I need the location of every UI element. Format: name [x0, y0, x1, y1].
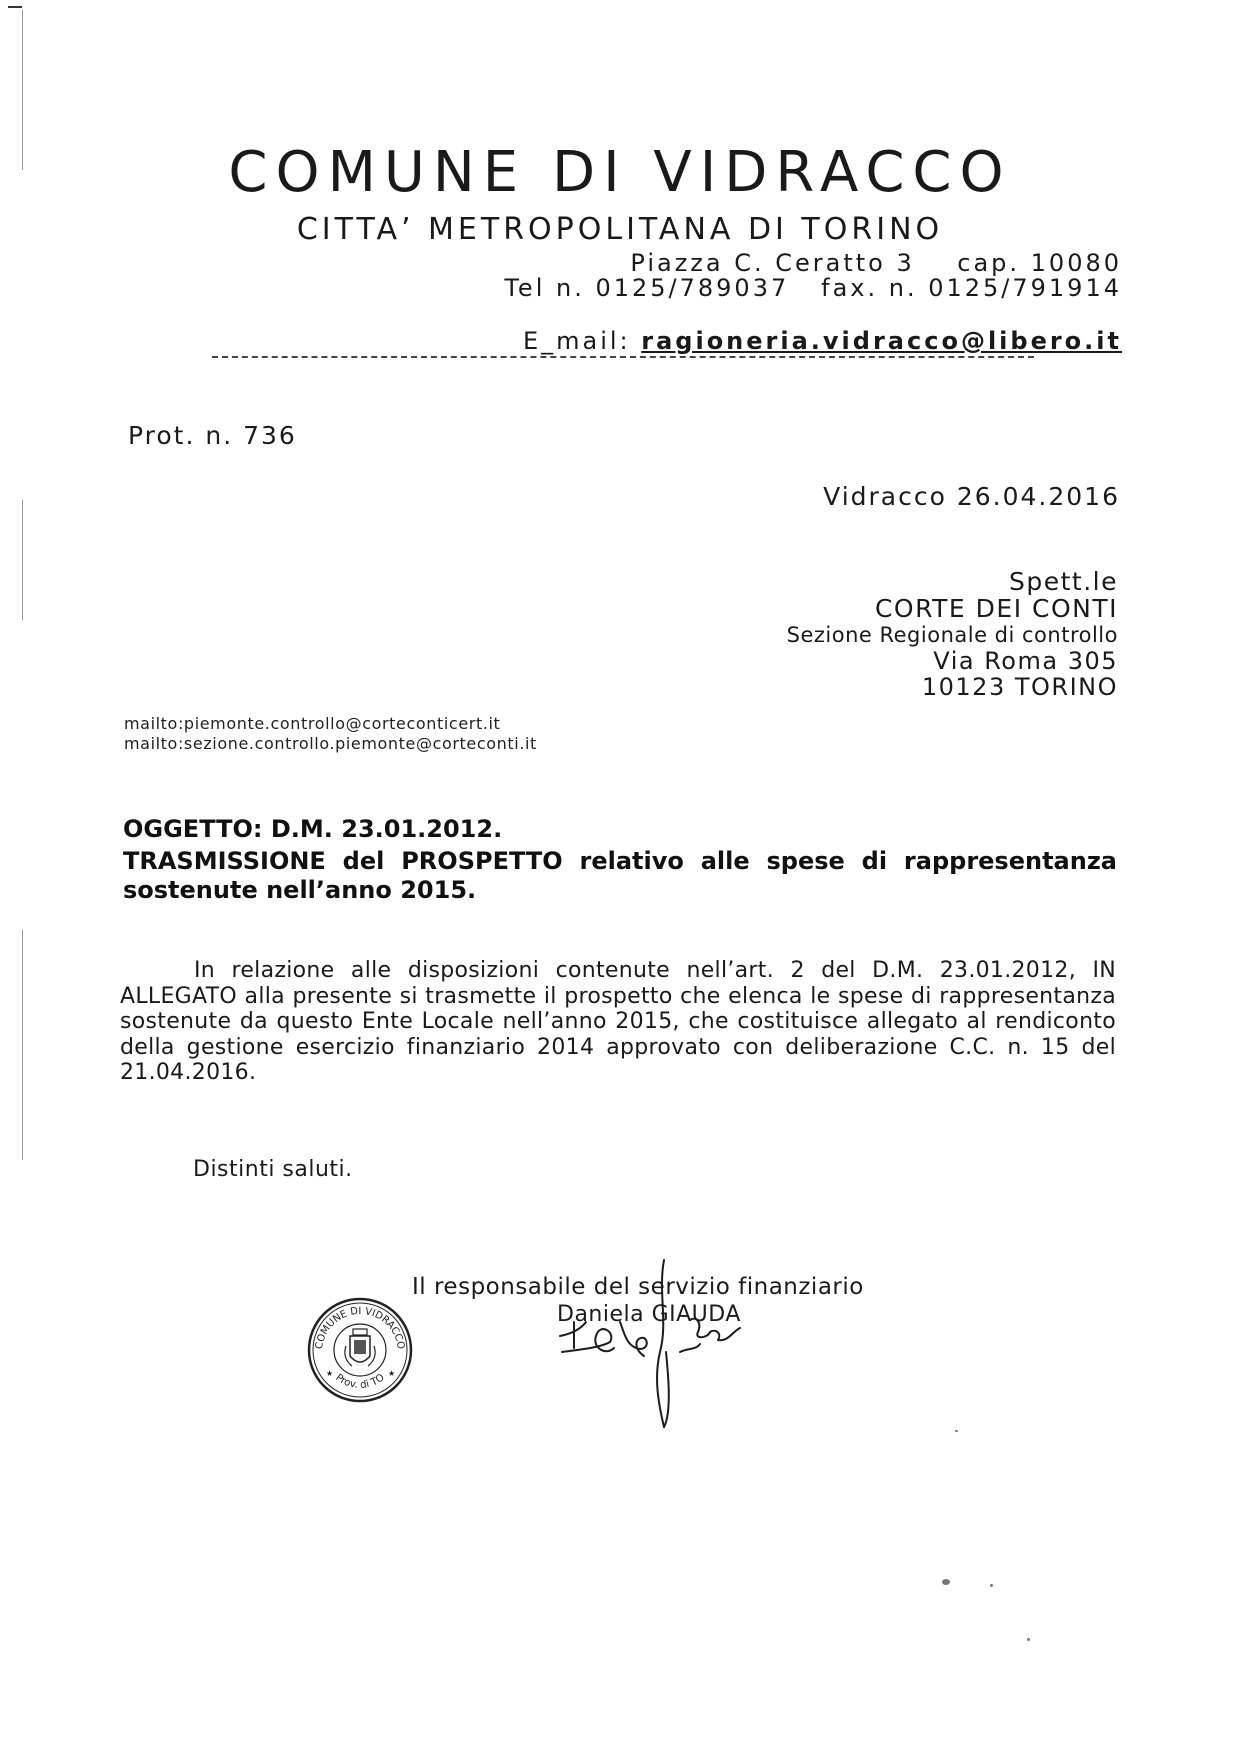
subject-line: OGGETTO: D.M. 23.01.2012. — [123, 815, 503, 843]
handwritten-signature — [540, 1252, 780, 1432]
subject-line: TRASMISSIONE del PROSPETTO relativo alle spese di rappresentanza — [123, 847, 1117, 875]
body-paragraph — [120, 958, 1116, 1086]
scan-dust — [990, 1584, 993, 1587]
letterhead-email-label: E_mail: — [522, 327, 642, 355]
scan-dust — [955, 1430, 958, 1432]
svg-text:Prov. di TO — [333, 1372, 386, 1391]
letterhead-title: COMUNE DI VIDRACCO — [228, 140, 1012, 205]
letterhead-email-link[interactable]: ragioneria.vidracco@libero.it — [641, 327, 1122, 355]
scan-artifact-line — [22, 500, 23, 620]
scan-artifact-tick — [8, 6, 22, 8]
letter-date: Vidracco 26.04.2016 — [823, 482, 1120, 511]
letterhead-divider — [212, 356, 1034, 358]
letterhead-phone: Tel n. 0125/789037 fax. n. 0125/791914 — [504, 274, 1122, 302]
stamp-bottom-text: Prov. di TO — [333, 1372, 387, 1391]
stamp-top-text: COMUNE DI VIDRACCO — [314, 1305, 407, 1351]
recipient-name: CORTE DEI CONTI — [874, 594, 1118, 623]
body-text: In relazione alle disposizioni contenute nell’art. 2 del D.M. 23.01.2012, IN ALLEGATO alla presente si trasmette il prospetto che elenca le spese di rappresentanza sostenute da questo Ente Locale nell’anno 2015, che costituisce allegato al rendiconto della gestione esercizio finanziario 2014 approvato con deliberazione C.C. n. 15 del 21.04.2016. — [120, 958, 1116, 1085]
letterhead-address: Piazza C. Ceratto 3 cap. 10080 — [630, 249, 1122, 277]
official-stamp — [306, 1296, 414, 1404]
letterhead-subtitle: CITTA’ METROPOLITANA DI TORINO — [296, 212, 944, 247]
recipient-city: 10123 TORINO — [921, 673, 1118, 701]
scan-artifact-line — [22, 930, 23, 1160]
recipient-street: Via Roma 305 — [933, 647, 1118, 675]
recipient-section: Sezione Regionale di controllo — [786, 623, 1118, 647]
svg-text:★: ★ — [326, 1369, 334, 1378]
subject-line: sostenute nell’anno 2015. — [123, 876, 477, 904]
scan-dust — [942, 1579, 950, 1585]
closing-salutation: Distinti saluti. — [193, 1157, 353, 1182]
letterhead-email-line — [502, 299, 1122, 355]
mailto-link[interactable]: mailto:sezione.controllo.piemonte@corteconti.it — [124, 734, 537, 753]
scan-dust — [1027, 1638, 1030, 1641]
signatory-role: Il responsabile del servizio finanziario — [412, 1274, 864, 1300]
signatory-name: Daniela GIAUDA — [557, 1302, 741, 1327]
svg-text:★: ★ — [388, 1369, 396, 1378]
recipient-salutation: Spett.le — [1009, 567, 1118, 596]
protocol-number: Prot. n. 736 — [128, 421, 297, 450]
mailto-link[interactable]: mailto:piemonte.controllo@corteconticert.it — [124, 714, 501, 733]
